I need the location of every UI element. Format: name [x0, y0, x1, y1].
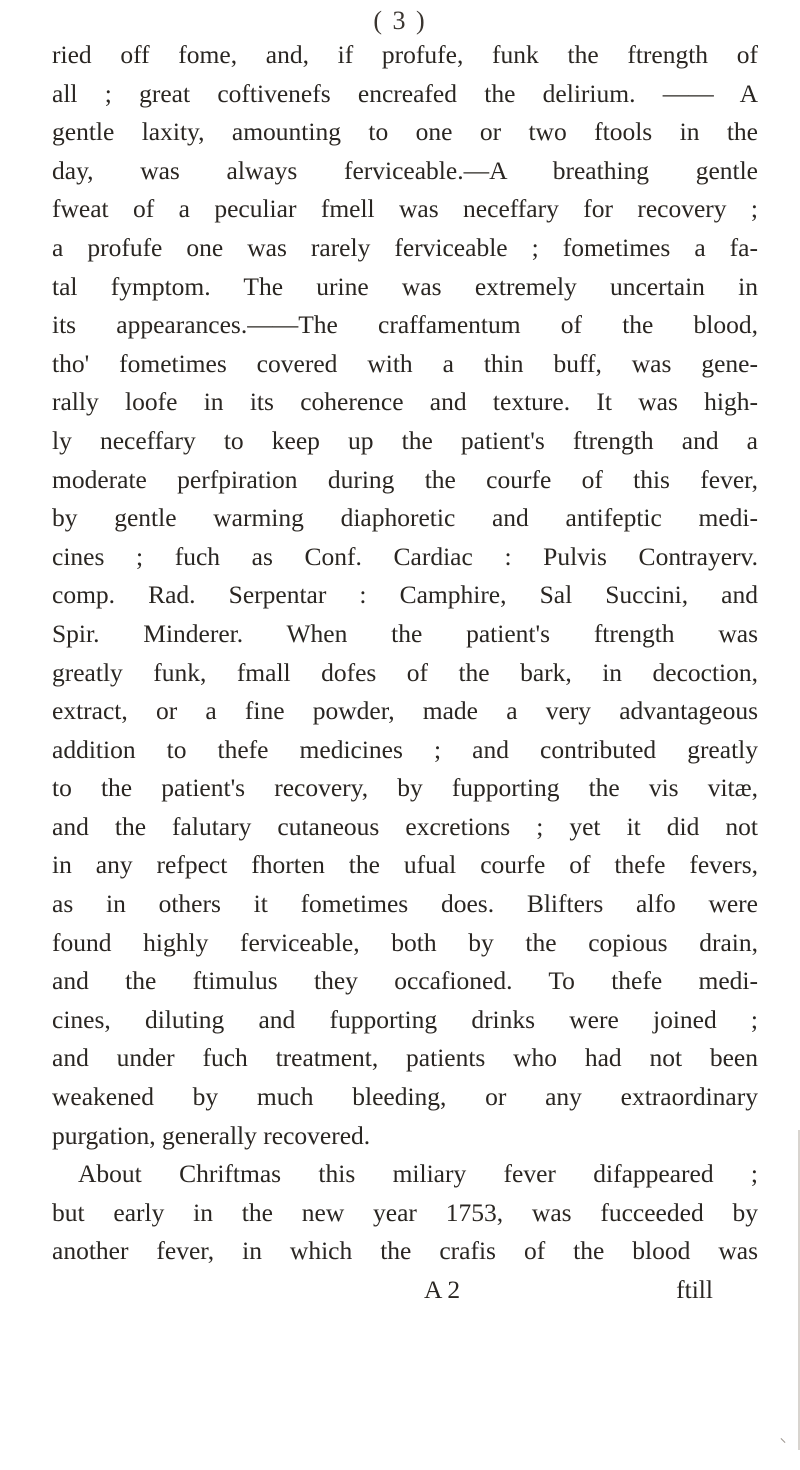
text-line: tho' fometimes covered with a thin buff, was gene-	[52, 348, 758, 378]
text-line: in any refpect fhorten the ufual courfe of thefe fevers,	[52, 850, 758, 880]
text-line: tal fymptom. The urine was extremely uncertain in	[52, 271, 758, 301]
text-line: as in others it fometimes does. Blifters alfo were	[52, 889, 758, 919]
text-line: all ; great coftivenefs encreafed the delirium. —— A	[52, 78, 758, 108]
text-line: addition to thefe medicines ; and contributed greatly	[52, 734, 758, 764]
body-text	[52, 36, 758, 1310]
page-footer	[52, 1271, 758, 1310]
text-line: found highly ferviceable, both by the copious drain,	[52, 927, 758, 957]
text-line: fweat of a peculiar fmell was neceffary for recovery ;	[52, 194, 758, 224]
text-line: its appearances.——The craffamentum of the blood,	[52, 310, 758, 340]
text-line: but early in the new year 1753, was fucceeded by	[52, 1197, 758, 1227]
text-line: day, was always ferviceable.—A breathing gentle	[52, 155, 758, 185]
text-line: extract, or a fine powder, made a very advantageous	[52, 696, 758, 726]
catchword: ftill	[676, 1275, 713, 1304]
text-line: weakened by much bleeding, or any extraordinary	[52, 1082, 758, 1112]
text-line: About Chriftmas this miliary fever difappeared ;	[78, 1159, 758, 1189]
text-line: cines ; fuch as Conf. Cardiac : Pulvis Contrayerv.	[52, 541, 758, 571]
text-line: purgation, generally recovered.	[52, 1120, 371, 1150]
text-line: ried off fome, and, if profufe, funk the ftrength of	[52, 40, 758, 69]
text-line: greatly funk, fmall dofes of the bark, in decoction,	[52, 657, 758, 687]
text-line: and the falutary cutaneous excretions ; yet it did not	[52, 811, 758, 841]
text-line: a profufe one was rarely ferviceable ; fometimes a fa-	[52, 232, 758, 262]
text-line: cines, diluting and fupporting drinks were joined ;	[52, 1004, 758, 1034]
text-line: moderate perfpiration during the courfe of this fever,	[52, 464, 758, 494]
text-line: gentle laxity, amounting to one or two ftools in the	[52, 117, 758, 147]
page-number: ( 3 )	[373, 6, 427, 35]
text-line: rally loofe in its coherence and texture. It was high-	[52, 387, 758, 417]
page-edge-tick	[781, 1438, 786, 1443]
text-line: Spir. Minderer. When the patient's ftrength was	[52, 618, 758, 648]
text-line: and the ftimulus they occafioned. To thefe medi-	[52, 966, 758, 996]
signature-mark: A 2	[424, 1275, 461, 1304]
text-line: comp. Rad. Serpentar : Camphire, Sal Succini, and	[52, 580, 758, 610]
text-line: and under fuch treatment, patients who had not been	[52, 1043, 758, 1073]
text-line: another fever, in which the crafis of the blood was	[52, 1236, 758, 1266]
text-line: ly neceffary to keep up the patient's ftrength and a	[52, 425, 758, 455]
text-line: to the patient's recovery, by fupporting the vis vitæ,	[52, 773, 758, 803]
text-line: by gentle warming diaphoretic and antifeptic medi-	[52, 503, 758, 533]
